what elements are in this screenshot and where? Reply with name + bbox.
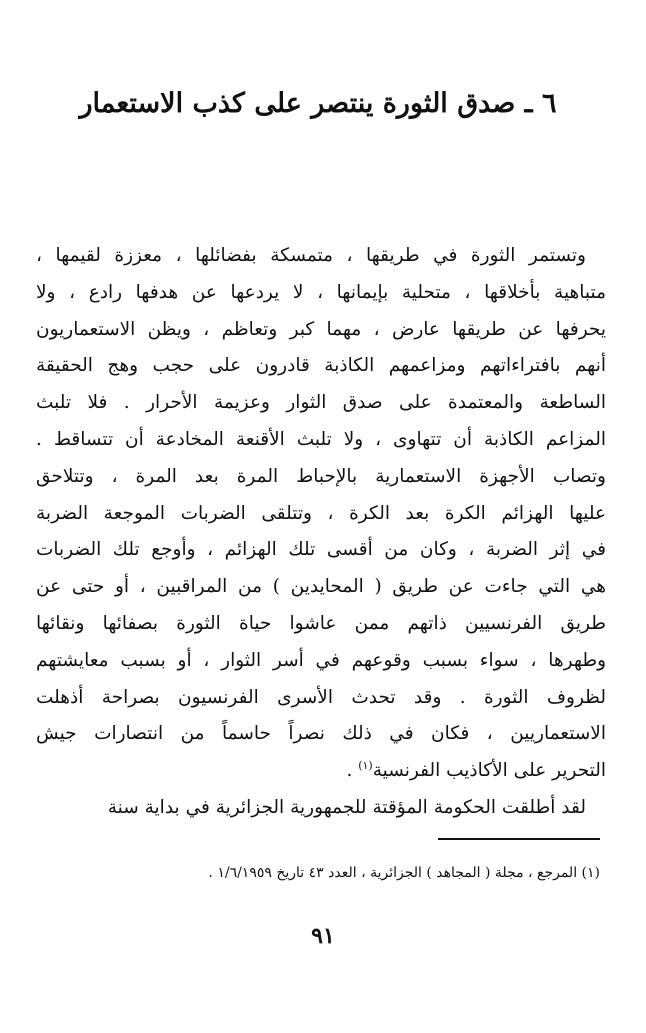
paragraph-closing-line	[36, 753, 606, 790]
body-line: يحرفها عن طريقها عارض ، مهما كبر وتعاظم ، ويظن الاستعماريون	[36, 318, 606, 340]
section-heading: ٦ ـ صدق الثورة ينتصر على كذب الاستعمار	[79, 88, 557, 119]
body-line: وتستمر الثورة في طريقها ، متمسكة بفضائلها ، معززة لقيمها ،	[36, 245, 586, 266]
body-line: طريق الفرنسيين ذاتهم ممن عاشوا حياة الثورة بصفائها ونقائها	[36, 612, 606, 634]
body-line: الساطعة والمعتمدة على صدق الثوار وعزيمة الأحرار . فلا تلبث	[36, 392, 606, 414]
body-line: متباهية بأخلاقها ، متحلية بإيمانها ، لا يردعها عن هدفها رادع ، ولا	[36, 281, 606, 303]
body-line: الاستعماريين ، فكان في ذلك نصراً حاسماً من انتصارات جيش	[36, 723, 606, 745]
body-text	[36, 238, 606, 827]
body-line: وطهرها ، سواء بسبب وقوعهم في أسر الثوار ، أو بسبب معايشتهم	[36, 649, 606, 671]
closing-text: التحرير على الأكاذيب الفرنسية	[372, 760, 606, 782]
footnote-divider	[438, 838, 600, 840]
body-line: هي التي جاءت عن طريق ( المحايدين ) من المراقبين ، أو حتى عن	[36, 576, 606, 598]
footnote-reference[interactable]: (١)	[358, 759, 373, 772]
body-line: عليها الهزائم الكرة بعد الكرة ، وتتلقى الضربات الموجعة الضربة	[36, 502, 606, 524]
body-line: المزاعم الكاذبة أن تتهاوى ، ولا تلبث الأقنعة المخادعة أن تتساقط .	[36, 428, 606, 450]
body-line: أنهم بافتراءاتهم ومزاعمهم الكاذبة قادرون على حجب وهج الحقيقة	[36, 355, 606, 377]
body-line: لظروف الثورة . وقد تحدث الأسرى الفرنسيون بصراحة أذهلت	[36, 686, 606, 708]
next-paragraph-line: لقد أطلقت الحكومة المؤقتة للجمهورية الجزائرية في بداية سنة	[107, 796, 586, 818]
body-line: وتصاب الأجهزة الاستعمارية بالإحباط المرة بعد المرة ، وتتلاحق	[36, 465, 606, 487]
page-number: ٩١	[311, 923, 335, 949]
footnote: (١) المرجع ، مجلة ( المجاهد ) الجزائرية ، العدد ٤٣ تاريخ ١/٦/١٩٥٩ .	[208, 865, 600, 881]
closing-tail: .	[346, 760, 359, 782]
body-line: في إثر الضربة ، وكان من أقسى تلك الهزائم ، وأوجع تلك الضربات	[36, 539, 606, 561]
